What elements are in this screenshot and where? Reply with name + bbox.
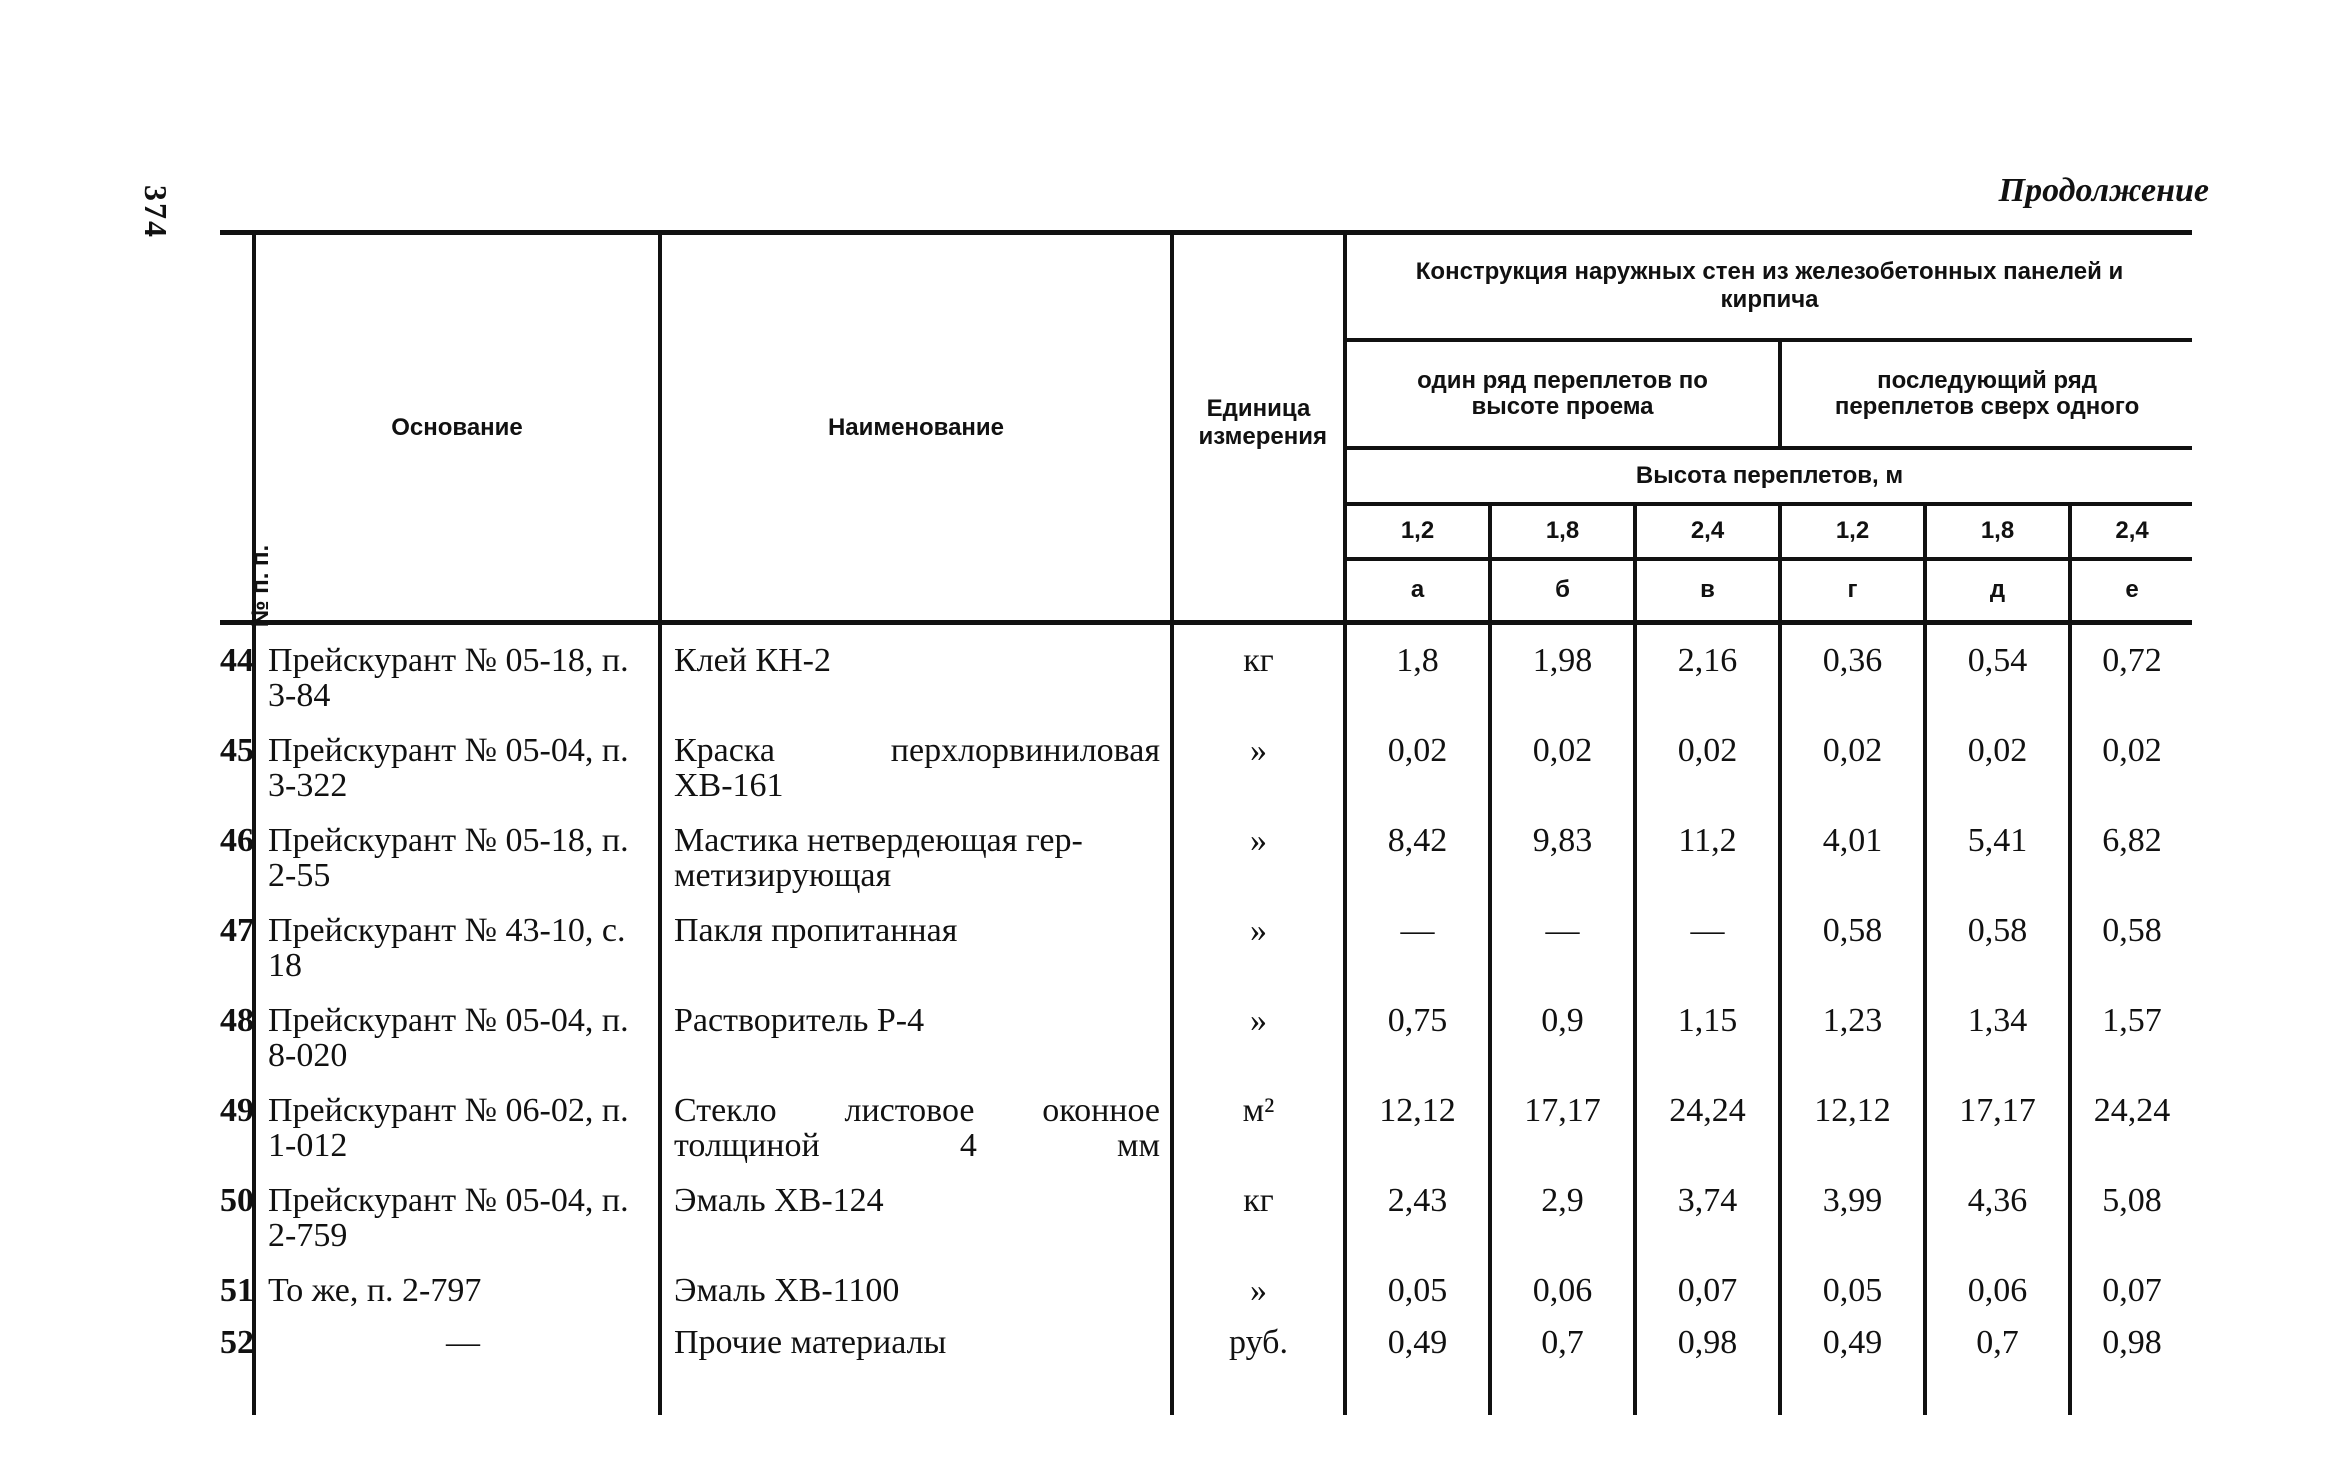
- row-value-b: 2,9: [1490, 1175, 1635, 1265]
- row-value-g: 0,36: [1780, 623, 1925, 726]
- row-value-e: 0,02: [2070, 725, 2192, 815]
- column-letter-e: е: [2070, 559, 2192, 623]
- row-value-d: 0,58: [1925, 905, 2070, 995]
- row-value-v: 0,98: [1635, 1317, 1780, 1369]
- row-name: Растворитель Р-4: [660, 995, 1172, 1085]
- table-row: [220, 1317, 2192, 1369]
- row-value-d: 5,41: [1925, 815, 2070, 905]
- row-value-d: 0,06: [1925, 1265, 2070, 1317]
- height-value-g: 1,2: [1780, 504, 1925, 559]
- row-basis: Прейскурант № 05-18, п. 3-84: [254, 623, 660, 726]
- row-unit: кг: [1172, 1175, 1345, 1265]
- table-row: [220, 623, 2192, 726]
- table-row: [220, 1265, 2192, 1317]
- table-header: [220, 233, 2192, 628]
- row-number: 46: [220, 822, 254, 859]
- row-basis: Прейскурант № 06-02, п. 1-012: [254, 1085, 660, 1175]
- row-value-e: 0,72: [2070, 623, 2192, 726]
- row-value-e: 6,82: [2070, 815, 2192, 905]
- height-value-v: 2,4: [1635, 504, 1780, 559]
- row-value-a: 1,8: [1345, 623, 1490, 726]
- row-value-v: 1,15: [1635, 995, 1780, 1085]
- table-row: [220, 1175, 2192, 1265]
- unit-header: Единица измерения: [1172, 233, 1345, 623]
- row-value-b: 0,7: [1490, 1317, 1635, 1369]
- row-number: 48: [220, 1002, 254, 1039]
- row-value-e: 5,08: [2070, 1175, 2192, 1265]
- table-row: [220, 815, 2192, 905]
- row-unit: руб.: [1172, 1317, 1345, 1369]
- row-unit: »: [1172, 815, 1345, 905]
- row-unit: м²: [1172, 1085, 1345, 1175]
- row-value-b: 9,83: [1490, 815, 1635, 905]
- row-value-g: 0,49: [1780, 1317, 1925, 1369]
- row-value-g: 3,99: [1780, 1175, 1925, 1265]
- column-letter-d: д: [1925, 559, 2070, 623]
- table-body: [220, 623, 2192, 1416]
- row-value-d: 0,54: [1925, 623, 2070, 726]
- row-value-g: 0,05: [1780, 1265, 1925, 1317]
- row-basis: Прейскурант № 43-10, с. 18: [254, 905, 660, 995]
- row-basis: Прейскурант № 05-04, п. 2-759: [254, 1175, 660, 1265]
- frame-height-header: Высота переплетов, м: [1345, 448, 2192, 504]
- row-basis: Прейскурант № 05-18, п. 2-55: [254, 815, 660, 905]
- row-value-a: 8,42: [1345, 815, 1490, 905]
- row-name: Краска перхлорвиниловая ХВ-161: [660, 725, 1172, 815]
- row-value-v: 2,16: [1635, 623, 1780, 726]
- row-value-a: 0,05: [1345, 1265, 1490, 1317]
- row-value-b: —: [1490, 905, 1635, 995]
- row-value-a: 12,12: [1345, 1085, 1490, 1175]
- row-name: Клей КН-2: [660, 623, 1172, 726]
- row-value-v: 0,02: [1635, 725, 1780, 815]
- row-value-d: 0,7: [1925, 1317, 2070, 1369]
- row-number: 49: [220, 1092, 254, 1129]
- height-value-a: 1,2: [1345, 504, 1490, 559]
- column-letter-a: а: [1345, 559, 1490, 623]
- row-value-a: 2,43: [1345, 1175, 1490, 1265]
- row-value-g: 4,01: [1780, 815, 1925, 905]
- one-row-subheader: один ряд переплетов по высоте проема: [1345, 340, 1780, 448]
- table-tail: [220, 1369, 2192, 1415]
- column-letter-b: б: [1490, 559, 1635, 623]
- row-basis: Прейскурант № 05-04, п. 3-322: [254, 725, 660, 815]
- row-value-d: 0,02: [1925, 725, 2070, 815]
- continuation-label: Продолжение: [1998, 172, 2209, 209]
- row-value-b: 0,9: [1490, 995, 1635, 1085]
- row-number: 50: [220, 1182, 254, 1219]
- row-value-v: 11,2: [1635, 815, 1780, 905]
- row-number: 44: [220, 642, 254, 679]
- row-value-d: 1,34: [1925, 995, 2070, 1085]
- row-value-e: 0,07: [2070, 1265, 2192, 1317]
- row-name: Эмаль ХВ-124: [660, 1175, 1172, 1265]
- height-value-e: 2,4: [2070, 504, 2192, 559]
- table-row: [220, 725, 2192, 815]
- row-value-e: 1,57: [2070, 995, 2192, 1085]
- height-value-d: 1,8: [1925, 504, 2070, 559]
- row-value-d: 4,36: [1925, 1175, 2070, 1265]
- row-value-v: 24,24: [1635, 1085, 1780, 1175]
- name-header: Наименование: [660, 233, 1172, 623]
- row-unit: »: [1172, 725, 1345, 815]
- page-number: 374: [138, 185, 174, 239]
- row-name: Стекло листовое оконное толщиной 4 мм: [660, 1085, 1172, 1175]
- row-value-b: 17,17: [1490, 1085, 1635, 1175]
- row-unit: кг: [1172, 623, 1345, 726]
- row-basis: —: [254, 1317, 660, 1369]
- row-name: Мастика нетвердеющая гер-метизирующая: [660, 815, 1172, 905]
- row-number: 47: [220, 912, 254, 949]
- basis-header: Основание: [254, 233, 660, 623]
- row-value-g: 0,02: [1780, 725, 1925, 815]
- row-value-d: 17,17: [1925, 1085, 2070, 1175]
- row-value-a: —: [1345, 905, 1490, 995]
- row-value-v: 0,07: [1635, 1265, 1780, 1317]
- row-value-b: 0,06: [1490, 1265, 1635, 1317]
- row-number: 45: [220, 732, 254, 769]
- row-unit: »: [1172, 1265, 1345, 1317]
- row-value-b: 1,98: [1490, 623, 1635, 726]
- row-value-a: 0,49: [1345, 1317, 1490, 1369]
- column-letter-g: г: [1780, 559, 1925, 623]
- row-number: 52: [220, 1324, 254, 1361]
- row-number: 51: [220, 1272, 254, 1309]
- next-row-subheader: последующий ряд переплетов сверх одного: [1780, 340, 2192, 448]
- row-value-a: 0,75: [1345, 995, 1490, 1085]
- row-value-g: 0,58: [1780, 905, 1925, 995]
- materials-table: [220, 230, 2192, 1415]
- table-row: [220, 995, 2192, 1085]
- table-row: [220, 1085, 2192, 1175]
- height-value-b: 1,8: [1490, 504, 1635, 559]
- column-letter-v: в: [1635, 559, 1780, 623]
- row-value-g: 12,12: [1780, 1085, 1925, 1175]
- row-value-e: 0,58: [2070, 905, 2192, 995]
- row-value-e: 0,98: [2070, 1317, 2192, 1369]
- construction-group-header: Конструкция наружных стен из железобетонных панелей и кирпича: [1345, 233, 2192, 340]
- row-name: Эмаль ХВ-1100: [660, 1265, 1172, 1317]
- row-name: Прочие материалы: [660, 1317, 1172, 1369]
- row-basis: То же, п. 2-797: [254, 1265, 660, 1317]
- row-value-v: —: [1635, 905, 1780, 995]
- row-value-g: 1,23: [1780, 995, 1925, 1085]
- row-value-e: 24,24: [2070, 1085, 2192, 1175]
- row-basis: Прейскурант № 05-04, п. 8-020: [254, 995, 660, 1085]
- row-value-a: 0,02: [1345, 725, 1490, 815]
- rownum-header: № п. п.: [220, 233, 254, 623]
- row-unit: »: [1172, 995, 1345, 1085]
- row-name: Пакля пропитанная: [660, 905, 1172, 995]
- row-value-v: 3,74: [1635, 1175, 1780, 1265]
- table-row: [220, 905, 2192, 995]
- row-unit: »: [1172, 905, 1345, 995]
- row-value-b: 0,02: [1490, 725, 1635, 815]
